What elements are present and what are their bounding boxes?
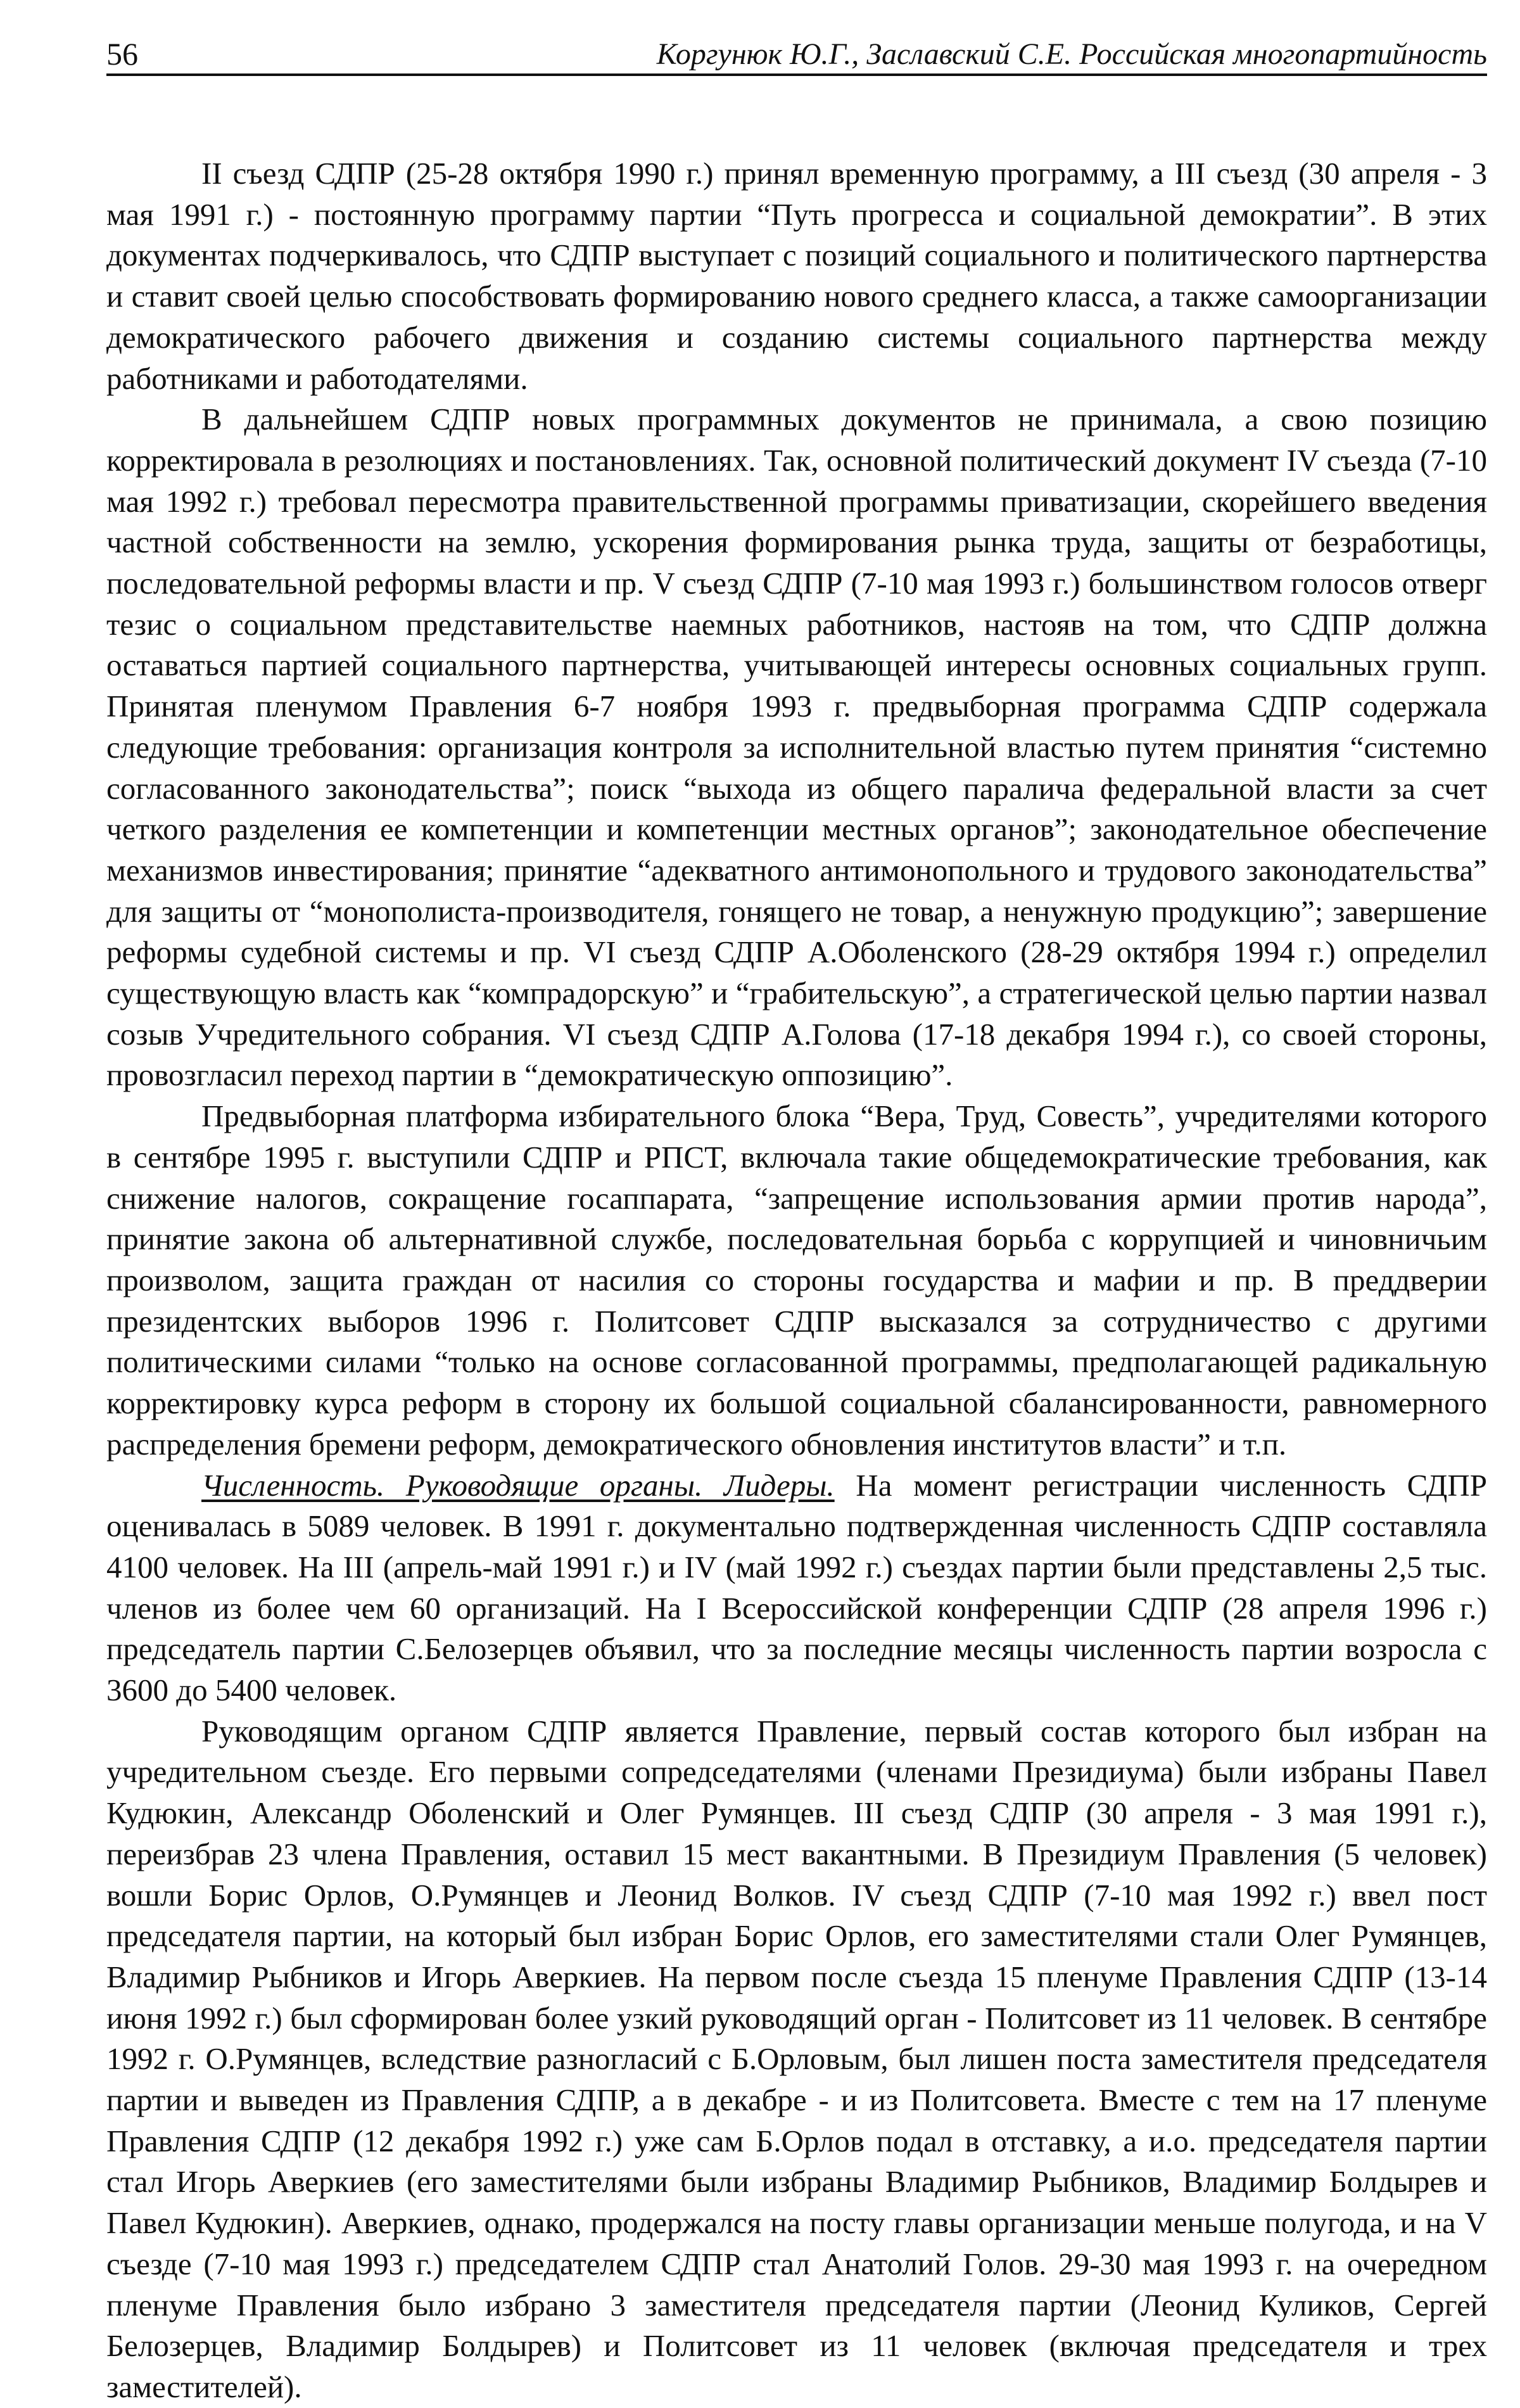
paragraph-congress-programs: [106, 153, 1487, 399]
paragraph-text: В дальнейшем СДПР новых программных документов не принимала, а свою позицию корректировала в резолюциях и постановлениях. Так, основной политический документ IV съезда (7-10 мая 1992 г.) требовал пересмотра правительственной программы приватизации, скорейшего введения частной собственности на землю, ускорения формирования рынка труда, защиты от безработицы, последовательной реформы власти и пр. V съезд СДПР (7-10 мая 1993 г.) большинством голосов отверг тезис о социальном представительстве наемных работников, настояв на том, что СДПР должна оставаться партией социального партнерства, учитывающей интересы основных социальных групп. Принятая пленумом Правления 6-7 ноября 1993 г. предвыборная программа СДПР содержала следующие требования: организация контроля за исполнительной властью путем принятия “системно согласованного законодательства”; поиск “выхода из общего паралича федеральной власти за счет четкого разделения ее компетенции и компетенции местных органов”; законодательное обеспечение механизмов инвестирования; принятие “адекватного антимонопольного и трудового законодательства” для защиты от “монополиста-производителя, гонящего не товар, а ненужную продукцию”; завершение реформы судебной системы и пр. VI съезд СДПР А.Оболенского (28-29 октября 1994 г.) определил существующую власть как “компрадорскую” и “грабительскую”, а стратегической целью партии назвал созыв Учредительного собрания. VI съезд СДПР А.Голова (17-18 декабря 1994 г.), со своей стороны, провозгласил переход партии в “демократическую оппозицию”.: [106, 402, 1487, 1093]
running-head: Коргунюк Ю.Г., Заславский С.Е. Российская многопартийность: [656, 37, 1487, 71]
page-body: [106, 153, 1487, 2408]
paragraph-text: Предвыборная платформа избирательного блока “Вера, Труд, Совесть”, учредителями которого в сентябре 1995 г. выступили СДПР и РПСТ, включала такие общедемократические требования, как снижение налогов, сокращение госаппарата, “запрещение использования армии против народа”, принятие закона об альтернативной службе, последовательная борьба с коррупцией и чиновничьим произволом, защита граждан от насилия со стороны государства и мафии и пр. В преддверии президентских выборов 1996 г. Политсовет СДПР высказался за сотрудничество с другими политическими силами “только на основе согласованной программы, предполагающей радикальную корректировку курса реформ в сторону их большой социальной сбалансированности, равномерного распределения бремени реформ, демократического обновления институтов власти” и т.п.: [106, 1099, 1487, 1462]
paragraph-text: Руководящим органом СДПР является Правление, первый состав которого был избран на учредительном съезде. Его первыми сопредседателями (членами Президиума) были избраны Павел Кудюкин, Александр Оболенский и Олег Румянцев. III съезд СДПР (30 апреля - 3 мая 1991 г.), переизбрав 23 члена Правления, оставил 15 мест вакантными. В Президиум Правления (5 человек) вошли Борис Орлов, О.Румянцев и Леонид Волков. IV съезд СДПР (7-10 мая 1992 г.) ввел пост председателя партии, на который был избран Борис Орлов, его заместителями стали Олег Румянцев, Владимир Рыбников и Игорь Аверкиев. На первом после съезда 15 пленуме Правления СДПР (13-14 июня 1992 г.) был сформирован более узкий руководящий орган - Политсовет из 11 человек. В сентябре 1992 г. О.Румянцев, вследствие разногласий с Б.Орловым, был лишен поста заместителя председателя партии и выведен из Правления СДПР, а в декабре - и из Политсовета. Вместе с тем на 17 пленуме Правления СДПР (12 декабря 1992 г.) уже сам Б.Орлов подал в отставку, а и.о. председателя партии стал Игорь Аверкиев (его заместителями были избраны Владимир Рыбников, Владимир Болдырев и Павел Кудюкин). Аверкиев, однако, продержался на посту главы организации меньше полугода, и на V съезде (7-10 мая 1993 г.) председателем СДПР стал Анатолий Голов. 29-30 мая 1993 г. на очередном пленуме Правления было избрано 3 заместителя председателя партии (Леонид Куликов, Сергей Белозерцев, Владимир Болдырев) и Политсовет из 11 человек (включая председателя и трех заместителей).: [106, 1713, 1487, 2404]
paragraph-governing-bodies: [106, 1711, 1487, 2408]
paragraph-text: II съезд СДПР (25-28 октября 1990 г.) принял временную программу, а III съезд (30 апреля - 3 мая 1991 г.) - постоянную программу партии “Путь прогресса и социальной демократии”. В этих документах подчеркивалось, что СДПР выступает с позиций социального и политического партнерства и ставит своей целью способствовать формированию нового среднего класса, а также самоорганизации демократического рабочего движения и созданию системы социального партнерства между работниками и работодателями.: [106, 156, 1487, 396]
paragraph-election-platform: [106, 1096, 1487, 1465]
paragraph-later-documents: [106, 399, 1487, 1096]
page-header: [106, 23, 1487, 76]
book-page: [106, 23, 1487, 2408]
paragraph-text: На момент регистрации численность СДПР оценивалась в 5089 человек. В 1991 г. документально подтвержденная численность СДПР составляла 4100 человек. На III (апрель-май 1991 г.) и IV (май 1992 г.) съездах партии были представлены 2,5 тыс. членов из более чем 60 организаций. На I Всероссийской конференции СДПР (28 апреля 1996 г.) председатель партии С.Белозерцев объявил, что за последние месяцы численность партии возросла с 3600 до 5400 человек.: [106, 1467, 1487, 1708]
page-number: 56: [106, 36, 138, 72]
paragraph-membership: [106, 1465, 1487, 1711]
section-heading: Численность. Руководящие органы. Лидеры.: [201, 1467, 835, 1503]
